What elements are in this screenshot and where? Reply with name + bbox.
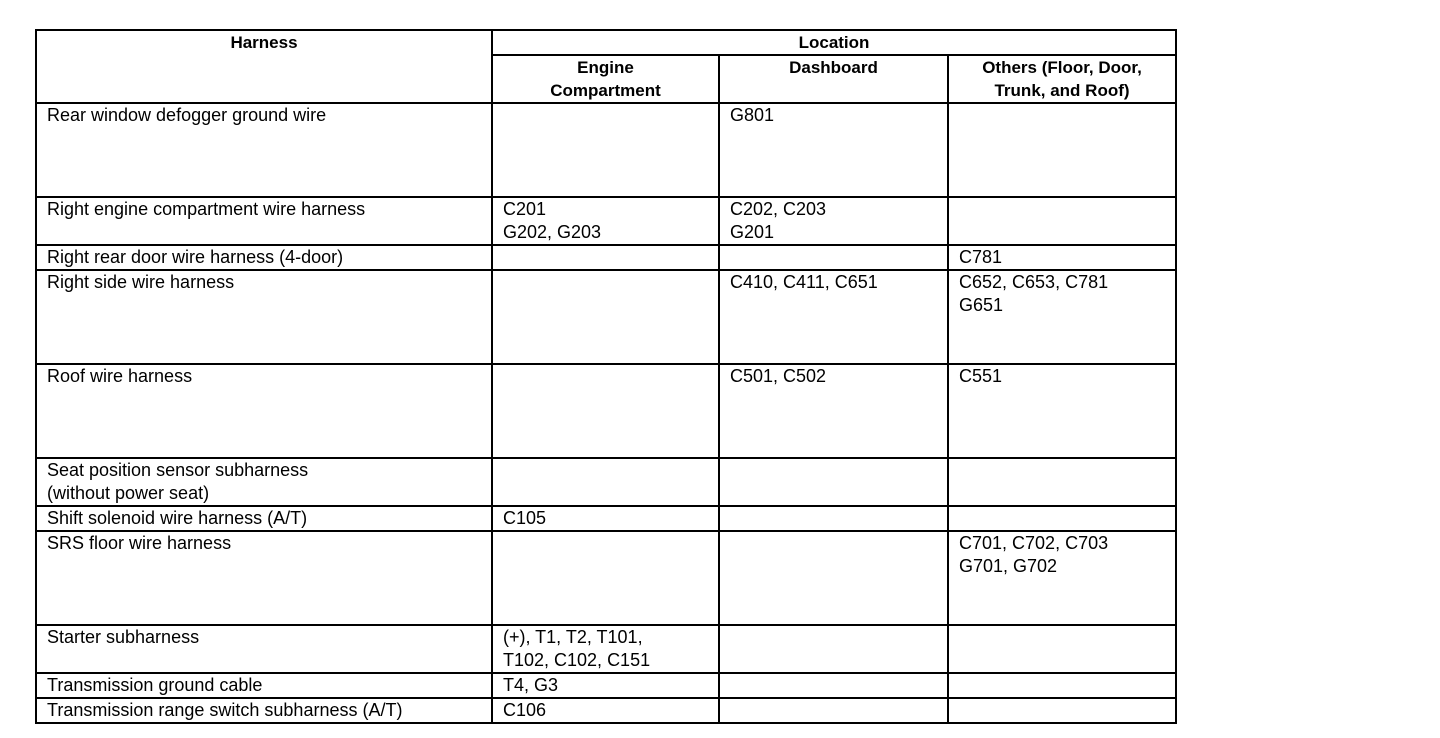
header-line: Engine	[577, 58, 634, 77]
cell-text: T102, C102, C151	[503, 650, 651, 670]
cell-text: Roof wire harness	[47, 366, 193, 386]
cell-text: Right rear door wire harness (4-door)	[47, 247, 344, 267]
header-line: Compartment	[550, 81, 661, 100]
cell-text: Transmission ground cable	[47, 675, 263, 695]
header-line: Others (Floor, Door,	[982, 58, 1142, 77]
cell-text: Seat position sensor subharness	[47, 460, 309, 480]
engine-compartment-cell	[492, 698, 719, 723]
harness-cell	[36, 245, 492, 270]
cell-text: C781	[959, 247, 1003, 267]
cell-text: G801	[730, 105, 775, 125]
dashboard-cell	[719, 673, 948, 698]
others-cell	[948, 506, 1176, 531]
harness-cell	[36, 673, 492, 698]
others-cell	[948, 103, 1176, 197]
table-row	[36, 531, 1176, 625]
engine-compartment-cell	[492, 270, 719, 364]
dashboard-cell	[719, 506, 948, 531]
cell-text: C201	[503, 199, 547, 219]
header-line: Dashboard	[789, 58, 878, 77]
engine-compartment-cell	[492, 531, 719, 625]
engine-compartment-cell	[492, 625, 719, 673]
header-row-top	[36, 30, 1176, 55]
harness-cell	[36, 531, 492, 625]
cell-text: Right engine compartment wire harness	[47, 199, 366, 219]
cell-text: C105	[503, 508, 547, 528]
others-cell	[948, 531, 1176, 625]
cell-text: C701, C702, C703	[959, 533, 1109, 553]
table-row	[36, 506, 1176, 531]
harness-column-header: Harness	[36, 30, 492, 103]
dashboard-cell	[719, 364, 948, 458]
cell-text: C106	[503, 700, 547, 720]
others-cell	[948, 364, 1176, 458]
others-cell	[948, 245, 1176, 270]
harness-cell	[36, 364, 492, 458]
table-row	[36, 625, 1176, 673]
cell-text: G701, G702	[959, 556, 1058, 576]
engine-compartment-cell	[492, 673, 719, 698]
engine-compartment-cell	[492, 197, 719, 245]
location-group-header: Location	[492, 30, 1176, 55]
engine-compartment-cell	[492, 103, 719, 197]
cell-text: G651	[959, 295, 1004, 315]
cell-text: Shift solenoid wire harness (A/T)	[47, 508, 308, 528]
harness-cell	[36, 625, 492, 673]
engine-compartment-cell	[492, 364, 719, 458]
table-row	[36, 245, 1176, 270]
dashboard-header	[719, 55, 948, 103]
cell-text: SRS floor wire harness	[47, 533, 232, 553]
harness-cell	[36, 103, 492, 197]
cell-text: G201	[730, 222, 775, 242]
cell-text: Transmission range switch subharness (A/T)	[47, 700, 403, 720]
dashboard-cell	[719, 531, 948, 625]
table-row	[36, 270, 1176, 364]
others-cell	[948, 625, 1176, 673]
harness-location-table	[35, 29, 1177, 724]
dashboard-cell	[719, 245, 948, 270]
harness-cell	[36, 698, 492, 723]
table-header	[36, 30, 1176, 103]
cell-text: C501, C502	[730, 366, 827, 386]
cell-text: Right side wire harness	[47, 272, 235, 292]
dashboard-cell	[719, 458, 948, 506]
cell-text: T4, G3	[503, 675, 559, 695]
engine-compartment-cell	[492, 245, 719, 270]
dashboard-cell	[719, 103, 948, 197]
cell-text: Starter subharness	[47, 627, 200, 647]
harness-cell	[36, 270, 492, 364]
table-row	[36, 458, 1176, 506]
table-row	[36, 364, 1176, 458]
others-header	[948, 55, 1176, 103]
dashboard-cell	[719, 270, 948, 364]
others-cell	[948, 458, 1176, 506]
cell-text: C551	[959, 366, 1003, 386]
cell-text: C202, C203	[730, 199, 827, 219]
harness-cell	[36, 197, 492, 245]
cell-text: (+), T1, T2, T101,	[503, 627, 643, 647]
harness-location-table-wrapper	[35, 29, 1177, 724]
cell-text: C652, C653, C781	[959, 272, 1109, 292]
cell-text: (without power seat)	[47, 483, 210, 503]
cell-text: Rear window defogger ground wire	[47, 105, 327, 125]
others-cell	[948, 698, 1176, 723]
others-cell	[948, 197, 1176, 245]
cell-text: G202, G203	[503, 222, 602, 242]
dashboard-cell	[719, 698, 948, 723]
header-line: Trunk, and Roof)	[994, 81, 1130, 100]
harness-cell	[36, 458, 492, 506]
dashboard-cell	[719, 625, 948, 673]
table-row	[36, 698, 1176, 723]
table-row	[36, 103, 1176, 197]
table-body	[36, 103, 1176, 723]
engine-compartment-header	[492, 55, 719, 103]
dashboard-cell	[719, 197, 948, 245]
others-cell	[948, 673, 1176, 698]
harness-cell	[36, 506, 492, 531]
table-row	[36, 197, 1176, 245]
others-cell	[948, 270, 1176, 364]
engine-compartment-cell	[492, 506, 719, 531]
engine-compartment-cell	[492, 458, 719, 506]
cell-text: C410, C411, C651	[730, 272, 878, 292]
table-row	[36, 673, 1176, 698]
